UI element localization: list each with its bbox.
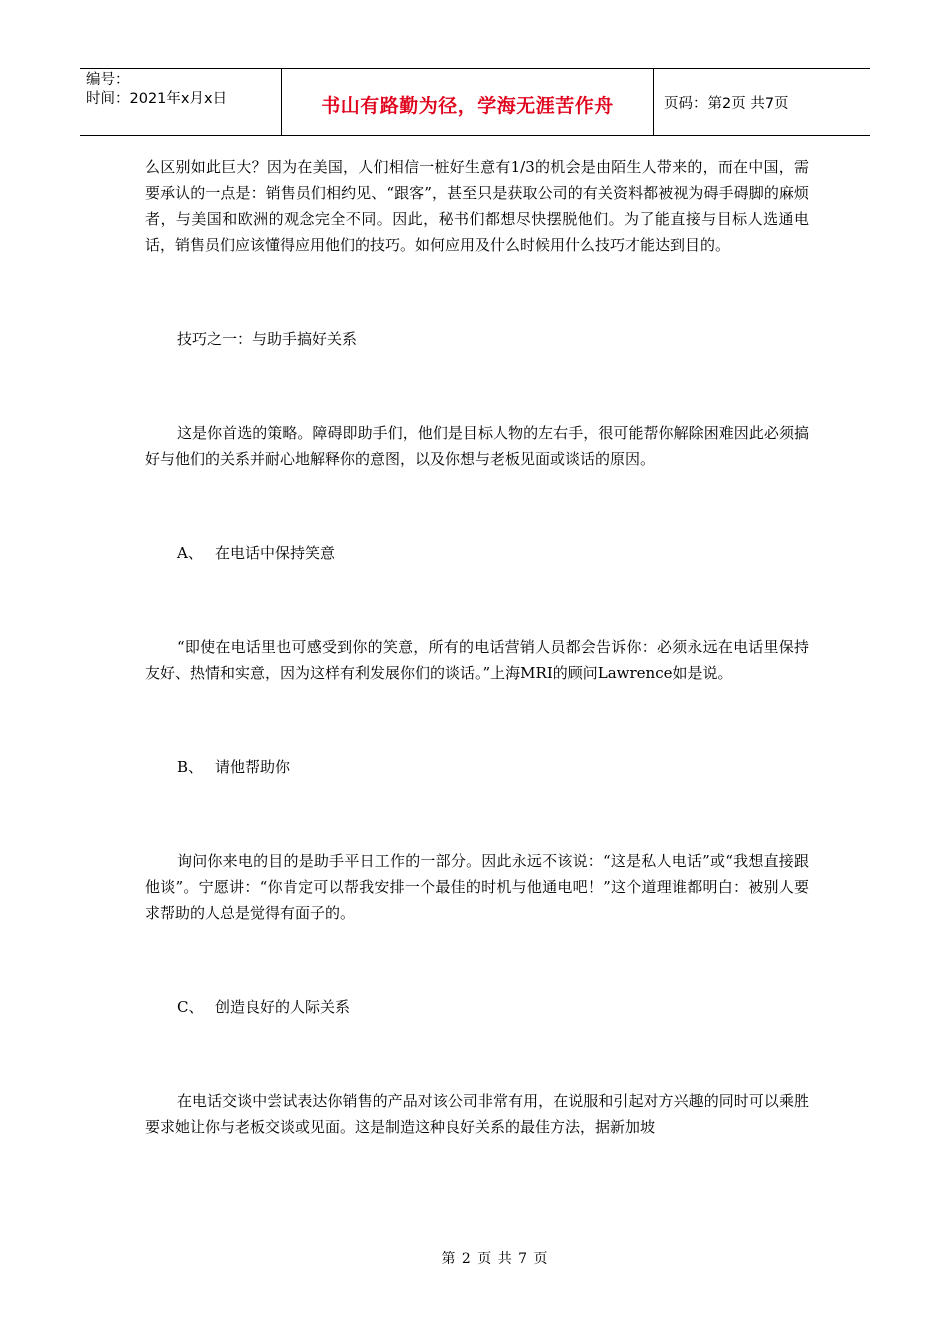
header-meta-cell [80, 69, 282, 135]
paragraph-relationship: 在电话交谈中尝试表达你销售的产品对该公司非常有用，在说服和引起对方兴趣的同时可以乘胜要求她让你与老板交谈或见面。这是制造这种良好关系的最佳方法，据新加坡 [145, 1092, 809, 1136]
serial-number-label: 编号： [86, 72, 130, 88]
list-heading-a-text: 在电话中保持笑意 [215, 544, 336, 562]
header-page-indicator: 页码：第2页 共7页 [664, 95, 789, 112]
page-footer: 第 2 页 共 7 页 [441, 1251, 549, 1267]
list-heading-b [145, 754, 809, 780]
list-heading-c [145, 994, 809, 1020]
list-marker-a: A、 [177, 544, 203, 562]
date-label: 时间：2021年x月x日 [86, 91, 228, 107]
header-motto: 书山有路勤为径，学海无涯苦作舟 [282, 69, 654, 135]
list-heading-a [145, 540, 809, 566]
paragraph-intro: 么区别如此巨大？因为在美国，人们相信一桩好生意有1/3的机会是由陌生人带来的，而在中国，需要承认的一点是：销售员们相约见、“跟客”，甚至只是获取公司的有关资料都被视为碍手碍脚的麻烦者，与美国和欧洲的观念完全不同。因此，秘书们都想尽快摆脱他们。为了能直接与目标人选通电话，销售员们应该懂得应用他们的技巧。如何应用及什么时候用什么技巧才能达到目的。 [145, 158, 809, 254]
paragraph-strategy: 这是你首选的策略。障碍即助手们，他们是目标人物的左右手，很可能帮你解除困难因此必须搞好与他们的关系并耐心地解释你的意图，以及你想与老板见面或谈话的原因。 [145, 424, 809, 468]
section-heading-tip1: 技巧之一：与助手搞好关系 [177, 330, 358, 348]
list-heading-c-text: 创造良好的人际关系 [215, 998, 351, 1016]
paragraph-smile: “即使在电话里也可感受到你的笑意，所有的电话营销人员都会告诉你：必须永远在电话里保持友好、热情和实意，因为这样有利发展你们的谈话。”上海MRI的顾问Lawrence如是说。 [145, 638, 809, 682]
document-body [145, 154, 809, 1140]
paragraph-ask-help: 询问你来电的目的是助手平日工作的一部分。因此永远不该说：“这是私人电话”或“我想直接跟他谈”。宁愿讲：“你肯定可以帮我安排一个最佳的时机与他通电吧！”这个道理谁都明白：被别人要求帮助的人总是觉得有面子的。 [145, 852, 809, 922]
list-heading-b-text: 请他帮助你 [215, 758, 291, 776]
list-marker-b: B、 [177, 758, 204, 776]
document-header [80, 68, 870, 136]
list-marker-c: C、 [177, 998, 204, 1016]
